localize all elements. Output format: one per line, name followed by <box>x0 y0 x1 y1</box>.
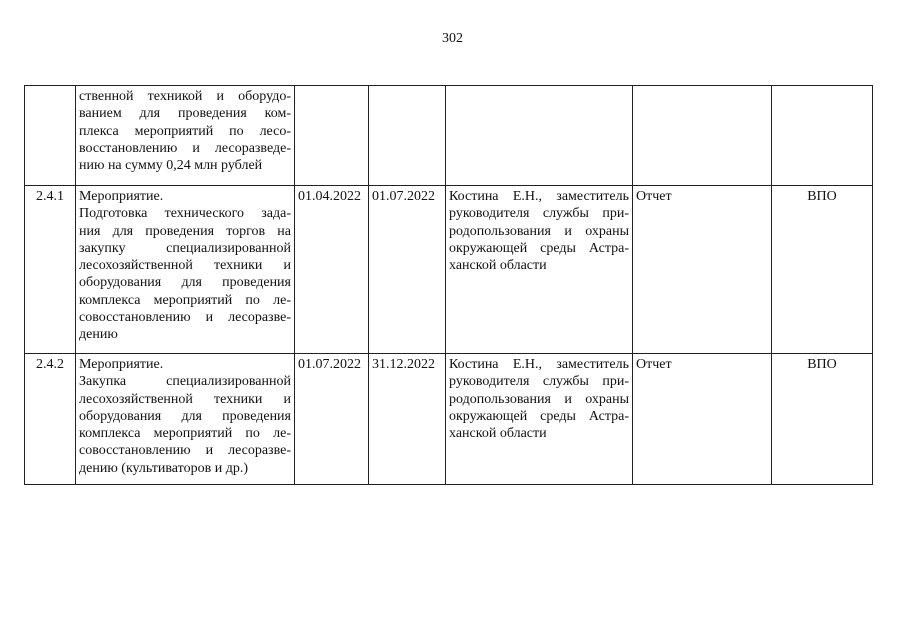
measures-table <box>24 85 873 485</box>
responsible-line: окружающей среды Астра- <box>449 408 629 424</box>
responsible-cell <box>446 354 633 485</box>
start-date-cell: 01.07.2022 <box>295 354 369 485</box>
description-line: оборудования для проведения <box>79 275 291 291</box>
executor-cell: ВПО <box>772 186 873 354</box>
result-cell: Отчет <box>633 354 772 485</box>
responsible-line: Костина Е.Н., заместитель <box>449 189 629 204</box>
responsible-line: родопользования и охраны <box>449 391 629 407</box>
result-cell <box>633 86 772 186</box>
responsible-line: Костина Е.Н., заместитель <box>449 357 629 372</box>
description-line: ния для проведения торгов на <box>79 223 291 239</box>
responsible-line: ханской области <box>449 258 547 274</box>
description-line: плекса мероприятий по лесо- <box>79 123 291 139</box>
description-cell <box>76 354 295 485</box>
table-row <box>25 186 873 354</box>
description-line: лесохозяйственной техники и <box>79 391 291 407</box>
description-line: оборудования для проведения <box>79 408 291 424</box>
description-line: совосстановлению и лесоразве- <box>79 310 291 326</box>
responsible-line: окружающей среды Астра- <box>449 240 629 256</box>
executor-cell <box>772 86 873 186</box>
responsible-line: родопользования и охраны <box>449 223 629 239</box>
description-line: восстановлению и лесоразведе- <box>79 140 291 156</box>
table-row <box>25 86 873 186</box>
row-number-cell: 2.4.1 <box>25 186 76 354</box>
responsible-line: руководителя службы при- <box>449 374 629 390</box>
result-cell: Отчет <box>633 186 772 354</box>
description-line: дению (культиваторов и др.) <box>79 460 248 476</box>
description-line: ванием для проведения ком- <box>79 106 291 122</box>
description-line: закупку специализированной <box>79 240 291 256</box>
end-date-cell <box>369 86 446 186</box>
end-date-cell: 31.12.2022 <box>369 354 446 485</box>
executor-cell: ВПО <box>772 354 873 485</box>
description-cell <box>76 86 295 186</box>
description-line: нию на сумму 0,24 млн рублей <box>79 158 263 174</box>
description-line: комплекса мероприятий по ле- <box>79 426 291 442</box>
responsible-line: ханской области <box>449 426 547 442</box>
description-line: Закупка специализированной <box>79 374 291 390</box>
row-number-cell <box>25 86 76 186</box>
description-line: дению <box>79 327 118 343</box>
description-line: комплекса мероприятий по ле- <box>79 292 291 308</box>
end-date-cell: 01.07.2022 <box>369 186 446 354</box>
start-date-cell <box>295 86 369 186</box>
table-row <box>25 354 873 485</box>
description-line: совосстановлению и лесоразве- <box>79 443 291 459</box>
responsible-cell <box>446 86 633 186</box>
description-line: лесохозяйственной техники и <box>79 258 291 274</box>
description-line: Мероприятие. <box>79 357 164 372</box>
description-line: ственной техникой и оборудо- <box>79 89 291 104</box>
page-number: 302 <box>442 31 463 46</box>
responsible-cell <box>446 186 633 354</box>
description-cell <box>76 186 295 354</box>
row-number-cell: 2.4.2 <box>25 354 76 485</box>
start-date-cell: 01.04.2022 <box>295 186 369 354</box>
responsible-line: руководителя службы при- <box>449 206 629 222</box>
description-line: Мероприятие. <box>79 189 164 204</box>
description-line: Подготовка технического зада- <box>79 206 291 222</box>
